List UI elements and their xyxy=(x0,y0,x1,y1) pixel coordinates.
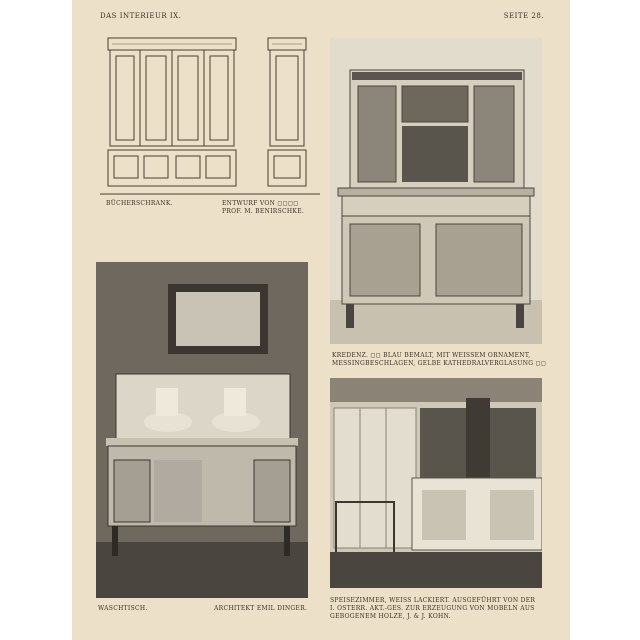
bookcase-drawing xyxy=(100,34,320,199)
speisezimmer-caption-line3: GEBOGENEM HOLZE, J. & J. KOHN. xyxy=(330,613,451,620)
bookcase-caption-name: PROF. M. BENIRSCHKE. xyxy=(222,208,305,215)
speisezimmer-photo xyxy=(330,378,542,588)
speisezimmer-caption-line2: I. OSTERR. AKT.-GES. ZUR ERZEUGUNG VON MOBELN AUS xyxy=(330,605,535,612)
waschtisch-caption-architect: ARCHITEKT EMIL DINGER. xyxy=(214,605,308,612)
speisezimmer-caption-line1: SPEISEZIMMER, WEISS LACKIERT. AUSGEFÜHRT VON DER xyxy=(330,597,536,604)
running-header-right: SEITE 28. xyxy=(503,12,544,20)
kredenz-caption-line1: KREDENZ. ◻◻ BLAU BEMALT, MIT WEISSEM ORNAMENT, xyxy=(332,352,531,359)
bookcase-caption-designer: ENTWURF VON ◻◻◻◻ xyxy=(222,200,299,207)
running-header-left: DAS INTERIEUR IX. xyxy=(100,12,182,20)
waschtisch-caption-title: WASCHTISCH. xyxy=(98,605,148,612)
kredenz-caption-line2: MESSINGBESCHLAGEN, GELBE KATHEDRALVERGLASUNG ◻◻ xyxy=(332,360,547,367)
kredenz-photo xyxy=(330,38,542,344)
catalog-page xyxy=(72,0,570,640)
bookcase-caption-title: BÜCHERSCHRANK. xyxy=(106,200,173,207)
waschtisch-photo xyxy=(96,262,308,598)
